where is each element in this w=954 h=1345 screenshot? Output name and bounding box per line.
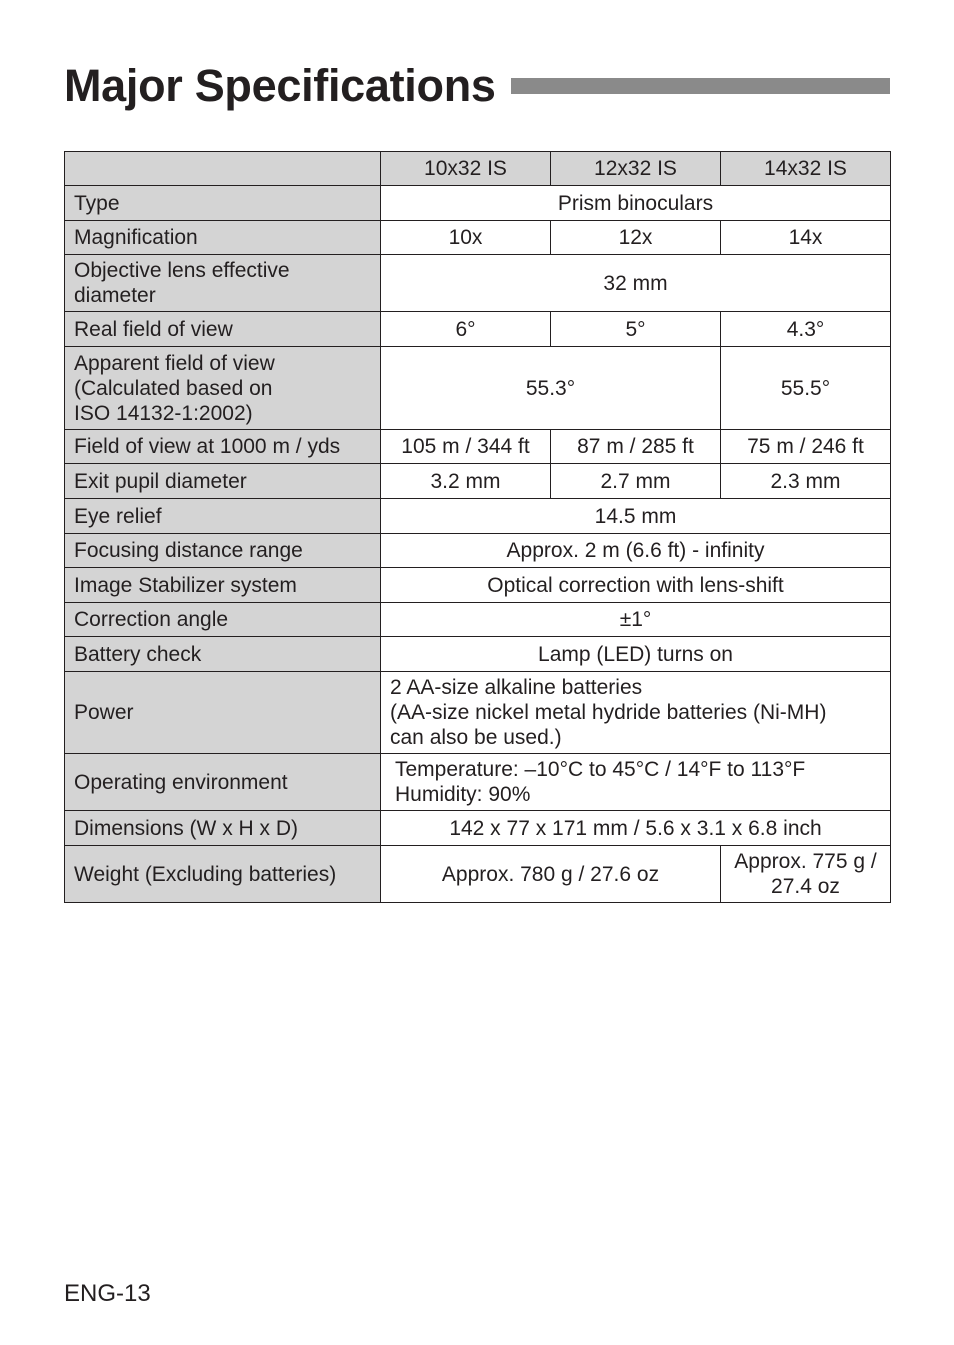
row-value-12x32: 5° (551, 312, 721, 347)
header-cell-12x32: 12x32 IS (551, 152, 721, 186)
row-label: Type (65, 186, 381, 221)
row-label: Eye relief (65, 499, 381, 534)
table-row-eye-relief (65, 499, 891, 534)
row-value-12x32: 87 m / 285 ft (551, 430, 721, 464)
row-value: 32 mm (381, 255, 891, 312)
row-label: Image Stabilizer system (65, 568, 381, 603)
table-row-apparent-fov (65, 347, 891, 430)
row-value-10x32: 6° (381, 312, 551, 347)
row-value-10x32-12x32: Approx. 780 g / 27.6 oz (381, 846, 721, 903)
row-label: Battery check (65, 637, 381, 672)
row-value-14x32: 14x (721, 221, 891, 255)
row-label: Objective lens effective diameter (65, 255, 381, 312)
row-label: Dimensions (W x H x D) (65, 811, 381, 846)
header-cell-blank (65, 152, 381, 186)
row-value-14x32: Approx. 775 g / 27.4 oz (721, 846, 891, 903)
row-label: Apparent field of view (Calculated based on ISO 14132-1:2002) (65, 347, 381, 430)
row-value-10x32: 10x (381, 221, 551, 255)
row-value: Approx. 2 m (6.6 ft) - infinity (381, 534, 891, 568)
row-label: Correction angle (65, 603, 381, 637)
row-label: Focusing distance range (65, 534, 381, 568)
row-value-10x32: 105 m / 344 ft (381, 430, 551, 464)
row-value-14x32: 2.3 mm (721, 464, 891, 499)
row-label: Magnification (65, 221, 381, 255)
row-value-12x32: 2.7 mm (551, 464, 721, 499)
row-label: Field of view at 1000 m / yds (65, 430, 381, 464)
row-value: Lamp (LED) turns on (381, 637, 891, 672)
page-number: ENG-13 (64, 1280, 151, 1307)
header-cell-14x32: 14x32 IS (721, 152, 891, 186)
row-value-10x32: 3.2 mm (381, 464, 551, 499)
table-row-dimensions (65, 811, 891, 846)
row-label: Exit pupil diameter (65, 464, 381, 499)
row-label: Power (65, 672, 381, 754)
table-row-operating-environment (65, 754, 891, 811)
row-value: ±1° (381, 603, 891, 637)
table-row-correction-angle (65, 603, 891, 637)
row-value: 142 x 77 x 171 mm / 5.6 x 3.1 x 6.8 inch (381, 811, 891, 846)
row-label: Real field of view (65, 312, 381, 347)
table-row-exit-pupil (65, 464, 891, 499)
header-cell-10x32: 10x32 IS (381, 152, 551, 186)
table-row-magnification (65, 221, 891, 255)
table-header-row (65, 152, 891, 186)
row-value-14x32: 75 m / 246 ft (721, 430, 891, 464)
row-value-10x32-12x32: 55.3° (381, 347, 721, 430)
row-value: Prism binoculars (381, 186, 891, 221)
title-decoration-bar (511, 78, 890, 94)
table-row-battery-check (65, 637, 891, 672)
table-row-power (65, 672, 891, 754)
row-value: 2 AA-size alkaline batteries (AA-size nickel metal hydride batteries (Ni-MH) can also be used.) (381, 672, 891, 754)
table-row-stabilizer (65, 568, 891, 603)
table-row-objective-diameter (65, 255, 891, 312)
row-value-14x32: 55.5° (721, 347, 891, 430)
table-row-focusing-range (65, 534, 891, 568)
row-value: 14.5 mm (381, 499, 891, 534)
row-value-14x32: 4.3° (721, 312, 891, 347)
table-row-weight (65, 846, 891, 903)
table-row-fov-1000 (65, 430, 891, 464)
row-value: Optical correction with lens-shift (381, 568, 891, 603)
row-label: Weight (Excluding batteries) (65, 846, 381, 903)
row-value: Temperature: –10°C to 45°C / 14°F to 113°F Humidity: 90% (381, 754, 891, 811)
row-value-12x32: 12x (551, 221, 721, 255)
page-title: Major Specifications (64, 60, 496, 111)
table-row-real-fov (65, 312, 891, 347)
specifications-table (64, 151, 891, 903)
row-label: Operating environment (65, 754, 381, 811)
table-row-type (65, 186, 891, 221)
